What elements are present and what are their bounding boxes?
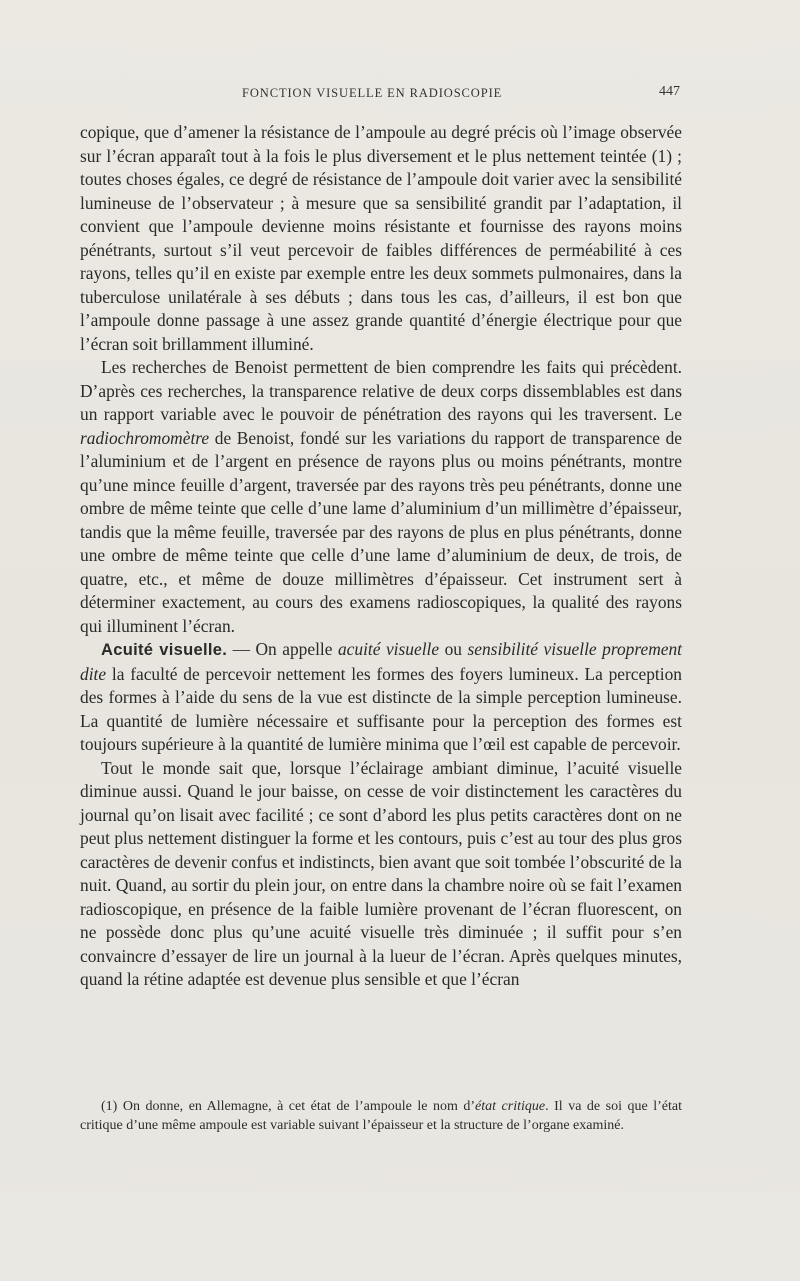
footnote-1 <box>80 1097 682 1135</box>
paragraph-acuite <box>80 638 682 757</box>
page-number: 447 <box>659 84 680 99</box>
paragraph-continuation <box>80 121 682 356</box>
section-heading: Acuité visuelle. <box>101 641 228 659</box>
paragraph-text: la faculté de percevoir nettement les formes des foyers lumineux. La perception des formes à l’aide du sens de la vue est distincte de la simple perception lumineuse. La quantité de lumière nécessaire et suffisante pour la perception des formes est toujours supérieure à la quantité de lumière minima que l’œil est capable de percevoir. <box>80 663 682 754</box>
paragraph-text: — On appelle <box>227 639 338 659</box>
footnote-text: (1) On donne, en Allemagne, à cet état de l’ampoule le nom d’ <box>101 1099 476 1114</box>
paragraph-tout-le-monde <box>80 757 682 992</box>
body-text <box>80 121 682 992</box>
running-title: FONCTION VISUELLE EN RADIOSCOPIE <box>242 86 503 100</box>
paragraph-text: Les recherches de Benoist permettent de bien comprendre les faits qui précèdent. D’après ces recherches, la transparence relative de deux corps dissemblables est dans un rapport variable avec le pouvoir de pénétration des rayons qui les traversent. Le <box>80 357 682 424</box>
paragraph-benoist <box>80 356 682 638</box>
footnote-text: . Il va de soi que l’état critique d’une même ampoule est variable suivant l’épaisseur et la structure de l’organe examiné. <box>80 1099 682 1133</box>
italic-term: radiochromomètre <box>80 427 210 448</box>
italic-term: acuité visuelle <box>337 639 440 659</box>
italic-term: état critique <box>475 1099 546 1114</box>
running-head <box>80 84 680 108</box>
paragraph-text: copique, que d’amener la résistance de l’ampoule au degré précis où l’image observée sur l’écran apparaît tout à la fois le plus diversement et le plus nettement teintée (1) ; toutes choses égales, ce degré de résistance de l’ampoule doit varier avec la sensibilité lumineuse de l’observateur ; à mesure que sa sensibilité grandit par l’adaptation, il convient que l’ampoule devienne moins résistante et fournisse des rayons moins pénétrants, surtout s’il veut percevoir de faibles différences de perméabilité à ces rayons, telles qu’il en existe par exemple entre les deux sommets pulmonaires, dans la tuberculose unilatérale à ses débuts ; dans tous les cas, d’ailleurs, il est bon que l’ampoule donne passage à une assez grande quantité d’énergie électrique pour que l’écran soit brillamment illuminé. <box>80 122 682 354</box>
italic-term: sensibilité visuelle proprement dite <box>80 639 682 684</box>
footnotes <box>80 1097 682 1135</box>
paragraph-text: Tout le monde sait que, lorsque l’éclairage ambiant diminue, l’acuité visuelle diminue aussi. Quand le jour baisse, on cesse de voir distinctement les caractères du journal qu’on lisait avec facilité ; ce sont d’abord les plus petits caractères dont on ne peut plus nettement distinguer la forme et les contours, puis c’est au tour des plus gros caractères de devenir confus et indistincts, bien avant que soit tombée l’obscurité de la nuit. Quand, au sortir du plein jour, on entre dans la chambre noire où se fait l’examen radioscopique, en présence de la faible lumière provenant de l’écran fluorescent, on ne possède donc plus qu’une acuité visuelle très diminuée ; il suffit pour s’en convaincre d’essayer de lire un journal à la lueur de l’écran. Après quelques minutes, quand la rétine adaptée est devenue plus sensible et que l’écran <box>80 757 682 989</box>
paragraph-text: ou <box>439 639 468 659</box>
paragraph-text: de Benoist, fondé sur les variations du rapport de transparence de l’aluminium et de l’argent en présence de rayons plus ou moins pénétrants, montre qu’une mince feuille d’argent, traversée par des rayons très peu pénétrants, donne une ombre de même teinte que celle d’une lame d’aluminium d’un millimètre d’épaisseur, tandis que la même feuille, traversée par des rayons de plus en plus pénétrants, donne une ombre de même teinte que celle d’une lame d’aluminium de deux, de trois, de quatre, etc., et même de douze millimètres d’épaisseur. Cet instrument sert à déterminer exactement, au cours des examens radioscopiques, la qualité des rayons qui illuminent l’écran. <box>80 427 682 636</box>
